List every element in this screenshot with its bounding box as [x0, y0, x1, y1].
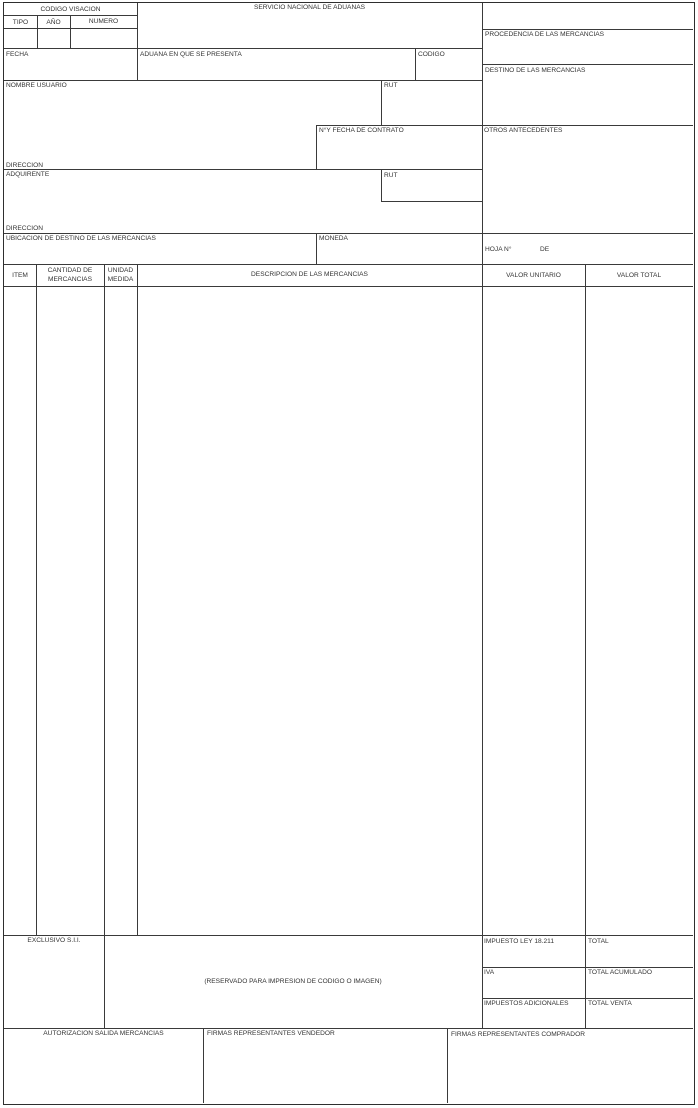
rule	[4, 48, 482, 49]
rule	[4, 264, 693, 265]
codigo-visacion-label: CODIGO VISACION	[40, 6, 101, 13]
rule	[137, 264, 138, 935]
autorizacion-label: AUTORIZACION SALIDA MERCANCIAS	[43, 1030, 164, 1037]
iva-label: IVA	[484, 969, 495, 976]
rule	[4, 80, 482, 81]
agency-title: SERVICIO NACIONAL DE ADUANAS	[253, 4, 366, 11]
rule	[4, 935, 693, 936]
col-descripcion: DESCRIPCION DE LAS MERCANCIAS	[251, 271, 368, 278]
ubicacion-label: UBICACION DE DESTINO DE LAS MERCANCIAS	[6, 235, 156, 242]
col-valor-unitario: VALOR UNITARIO	[506, 272, 561, 279]
aduana-label: ADUANA EN QUE SE PRESENTA	[140, 51, 242, 58]
rule	[137, 3, 138, 80]
hoja-label: HOJA N°	[485, 246, 512, 253]
rut-label: RUT	[384, 172, 398, 179]
reserved-area-label: (RESERVADO PARA IMPRESION DE CODIGO O IMAGEN)	[204, 978, 382, 985]
rule	[4, 233, 693, 234]
otros-antecedentes-label: OTROS ANTECEDENTES	[484, 127, 563, 134]
rule	[104, 264, 105, 1028]
anio-label: AÑO	[46, 19, 61, 26]
col-cantidad: CANTIDAD DE	[47, 267, 93, 274]
adquirente-label: ADQUIRENTE	[6, 171, 50, 178]
rule	[316, 233, 317, 264]
nombre-usuario-label: NOMBRE USUARIO	[6, 82, 67, 89]
direccion-label: DIRECCION	[6, 162, 43, 169]
rule	[482, 64, 693, 65]
rule	[482, 3, 483, 1028]
fecha-label: FECHA	[6, 51, 29, 58]
rule	[482, 29, 693, 30]
exclusivo-sii-label: EXCLUSIVO S.I.I.	[27, 937, 81, 944]
rule	[482, 967, 693, 968]
rule	[381, 169, 382, 201]
rule	[36, 264, 37, 935]
destino-label: DESTINO DE LAS MERCANCIAS	[485, 67, 586, 74]
firmas-vendedor-label: FIRMAS REPRESENTANTES VENDEDOR	[207, 1030, 335, 1037]
rule	[482, 998, 693, 999]
col-unidad: MEDIDA	[107, 276, 134, 283]
rule	[4, 1028, 693, 1029]
total-venta-label: TOTAL VENTA	[588, 1000, 632, 1007]
rule	[585, 264, 586, 1028]
de-label: DE	[540, 246, 550, 253]
rule	[381, 80, 382, 125]
rule	[447, 1028, 448, 1103]
total-acumulado-label: TOTAL ACUMULADO	[588, 969, 652, 976]
impuesto-ley-label: IMPUESTO LEY 18.211	[484, 938, 555, 945]
direccion-label: DIRECCION	[6, 225, 43, 232]
total-label: TOTAL	[588, 938, 609, 945]
rule	[381, 201, 482, 202]
col-unidad: UNIDAD	[107, 267, 134, 274]
codigo-label: CODIGO	[418, 51, 445, 58]
rule	[4, 169, 482, 170]
rule	[316, 125, 317, 169]
rule	[4, 286, 693, 287]
impuestos-adicionales-label: IMPUESTOS ADICIONALES	[484, 1000, 569, 1007]
rule	[415, 48, 416, 80]
col-cantidad: MERCANCIAS	[48, 276, 92, 283]
numero-label: NUMERO	[88, 18, 119, 25]
contrato-label: N°Y FECHA DE CONTRATO	[319, 127, 404, 134]
rule	[203, 1028, 204, 1103]
col-item: ITEM	[12, 272, 28, 279]
moneda-label: MONEDA	[319, 235, 348, 242]
col-valor-total: VALOR TOTAL	[616, 272, 662, 279]
firmas-comprador-label: FIRMAS REPRESENTANTES COMPRADOR	[451, 1031, 585, 1038]
tipo-label: TIPO	[12, 19, 29, 26]
rut-label: RUT	[384, 82, 398, 89]
rule	[316, 125, 693, 126]
procedencia-label: PROCEDENCIA DE LAS MERCANCIAS	[485, 31, 605, 38]
